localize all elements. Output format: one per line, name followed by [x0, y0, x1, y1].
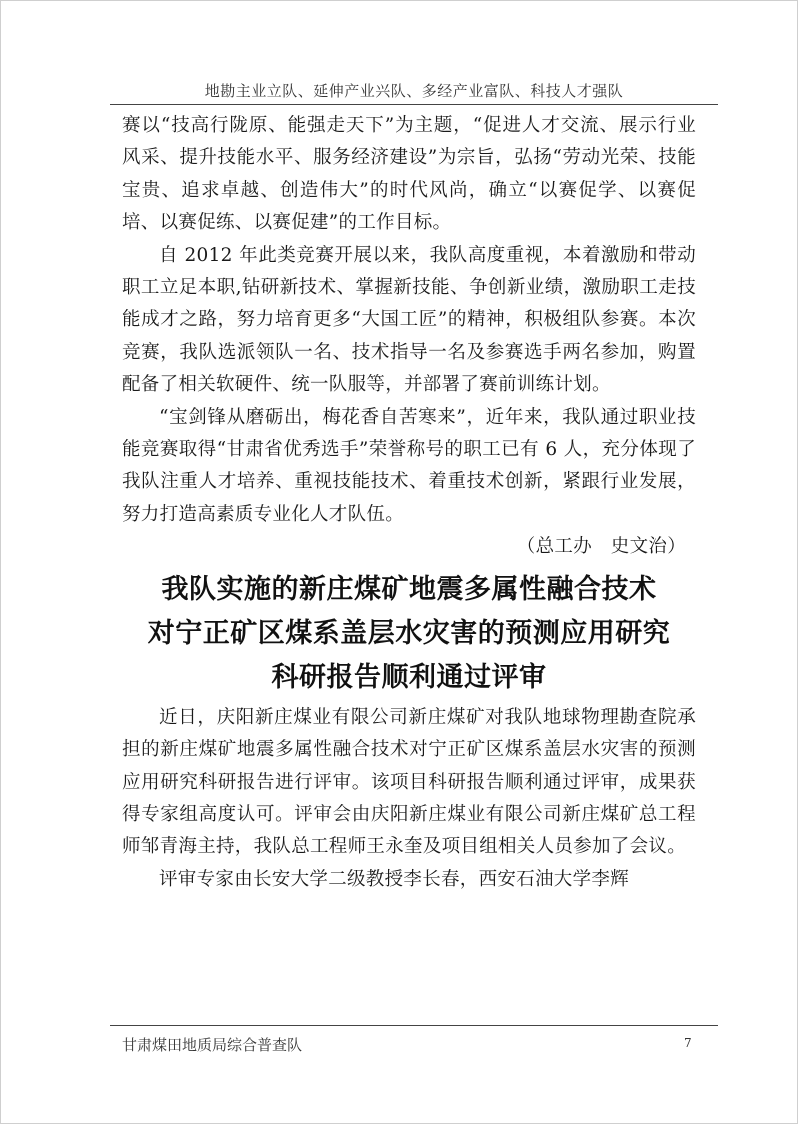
article2-paragraph-1: 近日，庆阳新庄煤业有限公司新庄煤矿对我队地球物理勘查院承担的新庄煤矿地震多属性融合技术对宁正矿区煤系盖层水灾害的预测应用研究科研报告进行评审。该项目科研报告顺利通过评审，成果获得专家组高度认可。评审会由庆阳新庄煤业有限公司新庄煤矿总工程师邹青海主持，我队总工程师王永奎及项目组相关人员参加了会议。	[122, 706, 696, 858]
article2-title-line-2: 对宁正矿区煤系盖层水灾害的预测应用研究	[147, 617, 671, 649]
page-number: 7	[684, 1036, 692, 1050]
article2-title-line-3: 科研报告顺利通过评审	[271, 661, 547, 693]
article2-title	[122, 568, 696, 700]
footer-rule	[110, 1025, 718, 1026]
header-rule	[110, 104, 718, 105]
footer-organization: 甘肃煤田地质局综合普查队	[122, 1036, 303, 1054]
article1-paragraph-3: “宝剑锋从磨砺出，梅花香自苦寒来”，近年来，我队通过职业技能竞赛取得“甘肃省优秀选手”荣誉称号的职工已有 6 人，充分体现了我队注重人才培养、重视技能技术、着重技术创新，紧跟行业发展，努力打造高素质专业化人才队伍。	[122, 406, 696, 525]
page-content	[122, 110, 696, 896]
article1-paragraph-2: 自 2012 年此类竞赛开展以来，我队高度重视，本着激励和带动职工立足本职,钻研新技术、掌握新技能、争创新业绩，激励职工走技能成才之路，努力培育更多“大国工匠”的精神，积极组队参赛。本次竞赛，我队选派领队一名、技术指导一名及参赛选手两名参加，购置配备了相关软硬件、统一队服等，并部署了赛前训练计划。	[122, 244, 696, 396]
article2-paragraph-2: 评审专家由长安大学二级教授李长春，西安石油大学李辉	[159, 868, 630, 890]
article1-paragraph-1: 赛以“技高行陇原、能强走天下”为主题，“促进人才交流、展示行业风采、提升技能水平、服务经济建设”为宗旨，弘扬“劳动光荣、技能宝贵、追求卓越、创造伟大”的时代风尚，确立“以赛促学、以赛促培、以赛促练、以赛促建”的工作目标。	[122, 115, 696, 234]
running-header: 地勘主业立队、延伸产业兴队、多经产业富队、科技人才强队	[204, 82, 624, 100]
article2-title-line-1: 我队实施的新庄煤矿地震多属性融合技术	[161, 573, 657, 605]
article1-signature: （总工办 史文治）	[516, 536, 686, 558]
